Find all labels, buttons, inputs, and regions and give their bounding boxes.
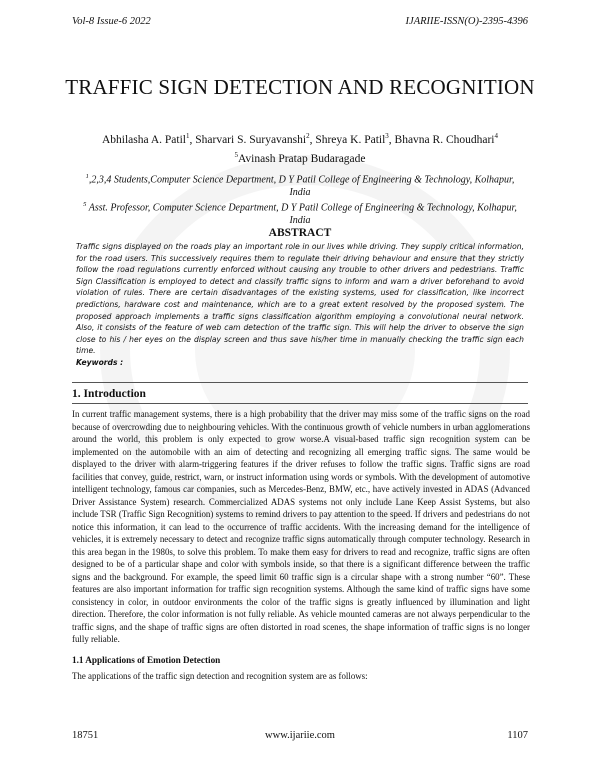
affiliation-sup: 5	[83, 201, 87, 208]
author-list	[60, 129, 540, 167]
abstract-body	[76, 241, 524, 369]
paper-title: TRAFFIC SIGN DETECTION AND RECOGNITION	[65, 75, 535, 99]
author-sup: 1	[185, 132, 190, 140]
affiliation-sup: 1	[85, 173, 89, 180]
subsection-heading: 1.1 Applications of Emotion Detection	[72, 655, 221, 665]
subsection-text: The applications of the traffic sign detection and recognition system are as follows:	[72, 671, 368, 681]
divider-top	[72, 382, 528, 383]
abstract-heading: ABSTRACT	[268, 227, 332, 239]
footer-page-number: 1107	[507, 730, 528, 741]
affiliation-students	[80, 171, 520, 199]
affiliation-text: Asst. Professor, Computer Science Department, D Y Patil College of Engineering & Technology, Kolhapur, India	[86, 202, 517, 226]
footer-website: www.ijariie.com	[265, 730, 335, 741]
section-heading-introduction: 1. Introduction	[72, 388, 146, 400]
keywords-label: Keywords :	[76, 357, 124, 367]
header-issn: IJARIIE-ISSN(O)-2395-4396	[405, 16, 528, 27]
author-name: Abhilasha A. Patil	[101, 133, 186, 146]
author-sup: 3	[385, 132, 389, 140]
introduction-paragraph: In current traffic management systems, there is a high probability that the driver may miss some of the traffic signs on the road because of overcrowding due to neighbouring vehicles. With the continuous growth of vehicle numbers in urban agglomerations around the world, this problem is only expected to grow worse.A visual-based traffic sign recognition system can be implemented on the automobile with an aim of detecting and recognizing all emerging traffic signs. The same would be displayed to the driver with alarm-triggering features if the driver refuses to follow the traffic signs. Traffic signs are road facilities that convey, guide, restrict, warn, or instruct information using words or symbols. With the development of automotive intelligent technology, famous car companies, such as Mercedes-Benz, BMW, etc., have actively invested in ADAS (Advanced Driver Assistance System) research. Commercialized ADAS systems not only include Lane Keep Assist Systems, but also include TSR (Traffic Sign Recognition) systems to remind drivers to pay attention to the speed. If drivers and pedestrians do not notice this information, it can lead to the occurrence of traffic accidents. With the increasing demand for the intelligence of vehicles, it is extremely necessary to detect and recognize traffic signs automatically through computer technology. Research in this area began in the 1980s, to solve this problem. To make them easy for drivers to read and recognize, traffic signs are often designed to be of a particular shape and color with symbols inside, so that there is a significant difference between the traffic signs and the background. For example, the speed limit 60 traffic sign is a circular shape with a strong number “60”. These features are also important information for traffic sign recognition systems. Although the same kind of traffic signs have some consistency in color, in outdoor environments the color of the traffic signs is greatly influenced by illumination and light direction. Therefore, the color information is not fully reliable. As vehicle mounted cameras are not always perpendicular to the traffic signs, and the shape of traffic signs are often distorted in road scenes, the shape information of traffic signs is no longer fully reliable.	[72, 409, 530, 644]
abstract-text: Traffic signs displayed on the roads play an important role in our lives while driving. They supply critical information, for the road users. This successively requires them to regulate their driving behaviour and ensure that they strictly follow the road regulations currently enforced without causing any trouble to other drivers and pedestrians. Traffic Sign Classification is employed to detect and classify traffic signs to inform and warn a driver beforehand to avoid violation of rules. There are certain disadvantages of the existing systems, used for classification, like incorrect predictions, hardware cost and maintenance, which are to a great extent resolved by the proposed system. The proposed approach implements a traffic signs classification algorithm employing a convolutional neural network. Also, it consists of the feature of web cam detection of the traffic sign. This will help the driver to observe the sign close to his / her eyes on the display screen and thus save his/her time in manually checking the traffic sign each time.	[76, 242, 524, 356]
author-sup: 5	[234, 150, 238, 159]
header-volume: Vol-8 Issue-6 2022	[72, 16, 151, 27]
affiliation-professor	[80, 199, 520, 227]
author-name: , Sharvari S. Suryavanshi	[189, 133, 307, 146]
author-name: , Bhavna R. Choudhari	[388, 133, 495, 146]
author-sup: 4	[494, 132, 499, 140]
author-sup: 2	[306, 132, 310, 140]
footer-paper-id: 18751	[72, 730, 99, 741]
affiliation-text: ,2,3,4 Students,Computer Science Department, D Y Patil College of Engineering & Technology, Kolhapur, India	[88, 174, 515, 198]
author-name: Avinash Pratap Budaragade	[237, 152, 366, 165]
author-name: , Shreya K. Patil	[309, 133, 386, 146]
divider-bottom	[72, 403, 528, 404]
